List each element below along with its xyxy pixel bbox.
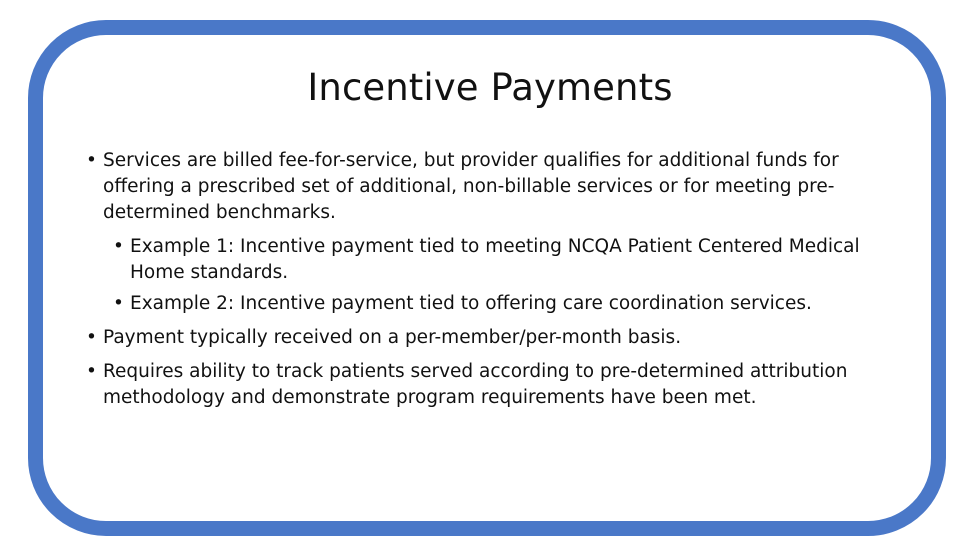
sub-bullet-item <box>113 291 906 317</box>
bullet-text: Services are billed fee-for-service, but provider qualifies for additional funds for offering a prescribed set of additional, non-billable services or for meeting pre-determined benchmarks. <box>103 150 839 223</box>
sub-bullet-item <box>113 234 906 286</box>
bullet-marker: • <box>113 236 124 257</box>
slide-title: Incentive Payments <box>307 66 673 109</box>
bullet-list <box>86 148 906 411</box>
bullet-text: Payment typically received on a per-member/per-month basis. <box>103 327 682 348</box>
bullet-text: Example 2: Incentive payment tied to offering care coordination services. <box>130 293 812 314</box>
bullet-text: Requires ability to track patients served according to pre-determined attribution methodology and demonstrate program requirements have been met. <box>103 361 848 408</box>
bullet-marker: • <box>113 293 124 314</box>
bullet-item <box>86 148 906 226</box>
bullet-text: Example 1: Incentive payment tied to meeting NCQA Patient Centered Medical Home standards. <box>130 236 860 283</box>
bullet-item <box>86 325 906 351</box>
bullet-marker: • <box>86 361 97 382</box>
bullet-item <box>86 359 906 411</box>
bullet-marker: • <box>86 327 97 348</box>
bullet-marker: • <box>86 150 97 171</box>
